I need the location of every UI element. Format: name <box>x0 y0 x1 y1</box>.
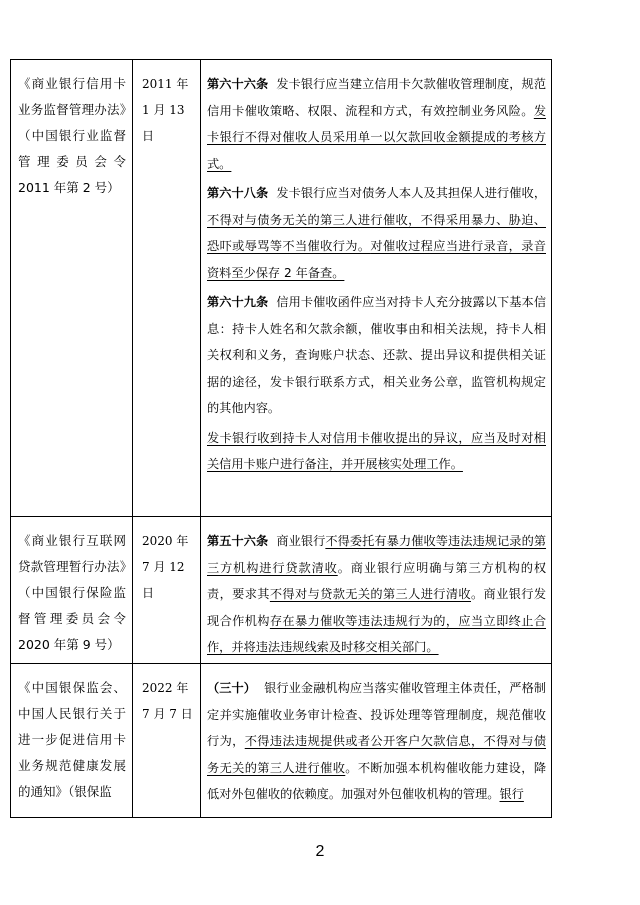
law-title: 《中国银保监会、中国人民银行关于进一步促进信用卡业务规范健康发展的通知》（银保监 <box>18 680 126 799</box>
effective-date: 2020 年 7 月 12 日 <box>142 534 189 600</box>
article-paragraph <box>207 425 546 478</box>
table-row <box>11 664 552 818</box>
underlined-text: 不得委托有暴力催收等违法违规记录的第三方机构进行贷款清收 <box>207 534 547 575</box>
effective-date: 2022 年 7 月 7 日 <box>142 681 193 721</box>
article-content <box>201 517 551 661</box>
law-title: 《商业银行互联网贷款管理暂行办法》（中国银行保险监督管理委员会令 2020 年第 9 号） <box>18 533 126 652</box>
underlined-text: 不得违法违规提供或者公开客户欠款信息，不得对与债务无关的第三人进行催收 <box>207 734 547 775</box>
article-number: 第六十九条 <box>207 295 269 309</box>
article-paragraph <box>207 675 546 808</box>
content-cell <box>201 664 552 818</box>
underlined-text: 发卡银行不得对催收人员采用单一以欠款回收金额提成的考核方式。 <box>207 103 546 171</box>
article-paragraph <box>207 71 546 177</box>
article-text: 商业银行 <box>276 534 326 548</box>
article-content <box>201 664 551 808</box>
underlined-text: 对催收过程应当进行录音，录音资料至少保存 2 年备查。 <box>207 239 546 280</box>
underlined-text: 银行 <box>499 787 524 801</box>
article-text: 银行业金融机构应当落实催收管理主体责任，严格制定并实施催收业务审计检查、投诉处理等管理制度，规范催收行为， <box>207 681 547 748</box>
underlined-text: 存在暴力催收等违法违规行为的，应当立即终止合作，并将违法违规线索及时移交相关部门。 <box>207 613 547 654</box>
date-cell <box>133 664 201 818</box>
article-text: 。商业银行应明确与第三方机构的权责，要求其 <box>207 560 547 601</box>
article-text: 发卡银行应当对债务人本人及其担保人进行催收， <box>276 186 547 200</box>
article-text: 。商业银行发现合作机构 <box>207 587 547 628</box>
underlined-text: 不得对与贷款无关的第三人进行清收 <box>269 587 471 601</box>
law-cell <box>11 60 133 517</box>
law-cell <box>11 664 133 818</box>
page-number: 2 <box>315 843 325 860</box>
article-text: 发卡银行应当建立信用卡欠款催收管理制度，规范信用卡催收策略、权限、流程和方式，有效控制业务风险。 <box>207 77 547 118</box>
article-paragraph <box>207 289 546 422</box>
article-number: 第六十六条 <box>207 77 269 91</box>
article-paragraph <box>207 180 546 286</box>
article-number: （三十） <box>207 681 257 695</box>
underlined-text: 不得对与债务无关的第三人进行催收，不得采用暴力、胁迫、恐吓或辱骂等不当催收行为。 <box>207 212 546 253</box>
article-number: 第五十六条 <box>207 534 269 548</box>
table-row <box>11 517 552 664</box>
regulation-table <box>10 59 552 818</box>
law-title: 《商业银行信用卡业务监督管理办法》（中国银行业监督管理委员会令 2011 年第 2 号） <box>18 76 126 195</box>
article-text: 信用卡催收函件应当对持卡人充分披露以下基本信息：持卡人姓名和欠款余额，催收事由和相关法规，持卡人相关权利和义务，查询账户状态、还款、提出异议和提供相关证据的途径，发卡银行联系方式，相关业务公章，监管机构规定的其他内容。 <box>207 295 547 415</box>
law-cell <box>11 517 133 664</box>
content-cell <box>201 517 552 664</box>
table-row <box>11 60 552 517</box>
article-text: 。不断加强本机构催收能力建设，降低对外包催收的依赖度。加强对外包催收机构的管理。 <box>207 760 547 801</box>
effective-date: 2011 年 1 月 13 日 <box>142 77 189 143</box>
date-cell <box>133 517 201 664</box>
content-cell <box>201 60 552 517</box>
article-paragraph <box>207 528 546 661</box>
underlined-text: 发卡银行收到持卡人对信用卡催收提出的异议，应当及时对相关信用卡账户进行备注，并开展核实处理工作。 <box>207 430 546 471</box>
article-content <box>201 60 551 478</box>
date-cell <box>133 60 201 517</box>
article-number: 第六十八条 <box>207 186 269 200</box>
